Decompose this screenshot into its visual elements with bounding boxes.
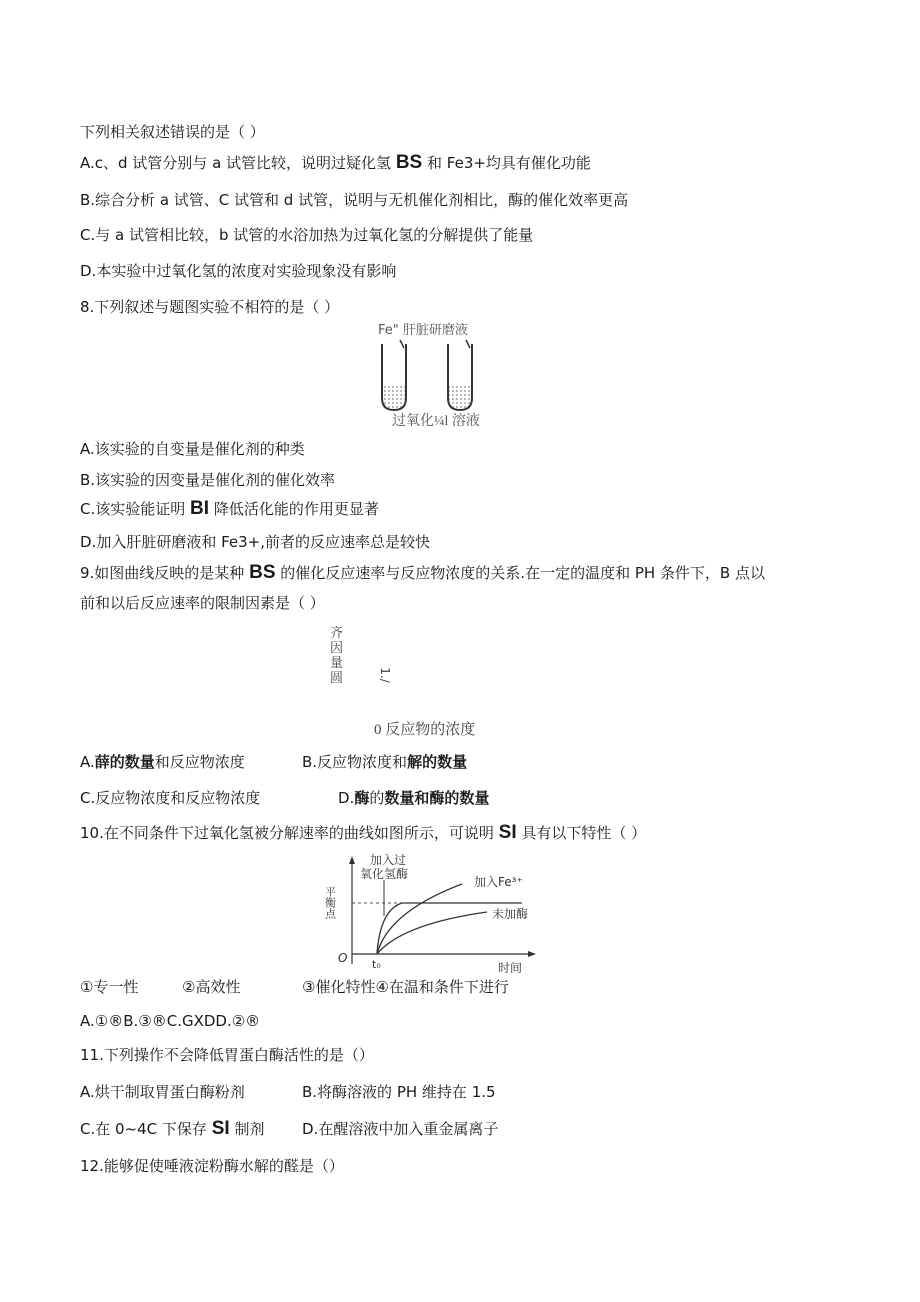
q11-option-c (80, 1119, 264, 1139)
q8-option-d: D.加入肝脏研磨液和 Fe3+,前者的反应速率总是较快 (80, 533, 431, 551)
q8-test-tubes-figure (372, 338, 492, 418)
q11-option-a: A.烘干制取胃蛋白酶粉剂 (80, 1083, 245, 1101)
q9-option-c: C.反应物浓度和反应物浓度 (80, 789, 261, 807)
label-enzyme-2: 氧化氢酶 (360, 867, 409, 881)
q11-stem: 11.下列操作不会降低胃蛋白酶活性的是（） (80, 1046, 374, 1064)
q7-option-c: C.与 a 试管相比较，b 试管的水浴加热为过氧化氢的分解提供了能量 (80, 226, 534, 244)
q8-option-c (80, 499, 379, 519)
q8-figure-top-label: Fe" 肝脏研磨液 (378, 323, 468, 338)
label-no-enzyme: 未加酶 (492, 907, 529, 921)
q11-c-post: 制剂 (234, 1120, 265, 1138)
q9-d-pre: D. (338, 789, 355, 807)
q10-opt1: ①专一性 (80, 978, 139, 996)
q10-opt2: ②高效性 (182, 978, 241, 996)
q9-stem-line1 (80, 563, 765, 583)
q10-rate-chart (322, 852, 542, 976)
q7-a-big: BS (395, 152, 423, 173)
q8-c-pre: C.该实验能证明 (80, 500, 186, 518)
q9-option-b (302, 752, 467, 772)
q7-a-pre: A.c、d 试管分别与 a 试管比较，说明过疑化氢 (80, 154, 392, 172)
q11-option-b: B.将酶溶液的 PH 维持在 1.5 (302, 1083, 496, 1101)
q11-option-d: D.在醒溶液中加入重金属离子 (302, 1120, 499, 1138)
q9-stem-post: 的催化反应速率与反应物浓度的关系.在一定的温度和 PH 条件下，B 点以 (280, 564, 765, 582)
q11-c-pre: C.在 0~4C 下保存 (80, 1120, 207, 1138)
chart-t0-label: t₀ (372, 958, 381, 971)
q9-figure-xlabel: 0 反应物的浓度 (374, 722, 476, 738)
q10-stem-big: SI (498, 822, 517, 843)
q7-option-b: B.综合分析 a 试管、C 试管和 d 试管，说明与无机催化剂相比，酶的催化效率更高 (80, 191, 629, 209)
q11-c-big: SI (211, 1118, 230, 1139)
q7-option-d: D.本实验中过氧化氢的浓度对实验现象没有影响 (80, 262, 397, 280)
q7-stem: 下列相关叙述错误的是（ ） (80, 123, 265, 141)
q9-d-mid: 的 (369, 789, 385, 807)
q7-a-post: 和 Fe3+均具有催化功能 (427, 154, 591, 172)
q10-stem (80, 823, 646, 843)
q9-figure-ylabel: 齐因量圆 (330, 626, 344, 686)
label-enzyme-1: 加入过 (370, 853, 407, 867)
q9-option-d (338, 788, 489, 808)
q8-c-post: 降低活化能的作用更显著 (213, 500, 379, 518)
q9-figure-mark: 1.∕ (377, 667, 392, 683)
q9-stem-big: BS (249, 562, 276, 583)
q9-a-bold: 薛的数量 (94, 753, 155, 771)
q8-option-a: A.该实验的自变量是催化剂的种类 (80, 440, 305, 458)
q9-stem-pre: 9.如图曲线反映的是某种 (80, 564, 245, 582)
q9-option-a (80, 752, 245, 772)
chart-ylabel: 平衡点 (323, 886, 337, 919)
q10-answers: A.①®B.③®C.GXDD.②® (80, 1012, 261, 1030)
q8-figure-bottom-label: 过氧化¼l 溶液 (392, 414, 480, 429)
chart-xlabel: 时间 (498, 961, 523, 975)
test-tube-left (382, 340, 406, 410)
q10-stem-post: 具有以下特性（ ） (521, 824, 647, 842)
q10-stem-pre: 10.在不同条件下过氧化氢被分解速率的曲线如图所示，可说明 (80, 824, 494, 842)
chart-x-arrow (528, 951, 536, 957)
chart-origin: O (338, 951, 348, 965)
q7-option-a (80, 153, 591, 173)
q9-b-pre: B.反应物浓度和 (302, 753, 408, 771)
q9-d-bold1: 酶 (354, 789, 370, 807)
q10-opt3: ③催化特性④在温和条件下进行 (302, 978, 509, 996)
q8-option-b: B.该实验的因变量是催化剂的催化效率 (80, 471, 336, 489)
test-tube-right (448, 340, 472, 410)
curve-no-enzyme (377, 912, 487, 954)
chart-y-arrow (349, 856, 355, 864)
q12-stem: 12.能够促使唾液淀粉酶水解的醛是（） (80, 1157, 344, 1175)
q9-d-bold2: 数量和酶的数量 (384, 789, 490, 807)
q8-c-big: BI (190, 498, 210, 519)
q8-stem: 8.下列叙述与题图实验不相符的是（ ） (80, 298, 340, 316)
label-fe3: 加入Fe³⁺ (474, 875, 523, 889)
q9-a-pre: A. (80, 753, 95, 771)
q9-a-post: 和反应物浓度 (154, 753, 245, 771)
q9-stem-line2: 前和以后反应速率的限制因素是（ ） (80, 594, 325, 612)
q9-b-bold: 解的数量 (407, 753, 468, 771)
